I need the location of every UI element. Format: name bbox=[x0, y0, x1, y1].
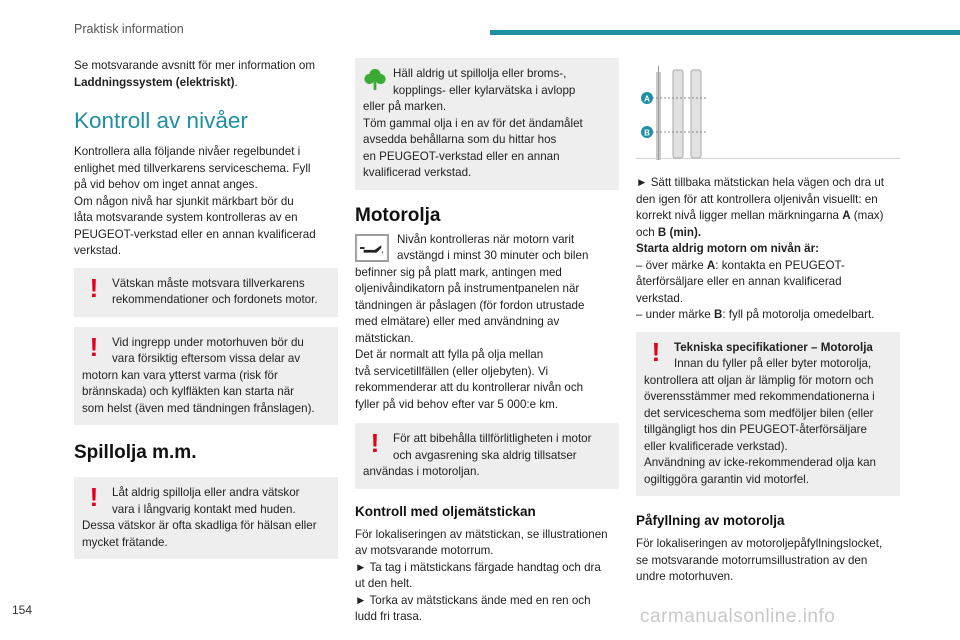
intro-text: Se motsvarande avsnitt för mer information om Laddningssystem (elektriskt). bbox=[74, 59, 315, 89]
marker-b-label: B bbox=[644, 128, 650, 138]
marker-a-label: A bbox=[644, 94, 650, 104]
oil-can-icon bbox=[355, 234, 389, 262]
watermark: carmanualsonline.info bbox=[640, 606, 836, 627]
warning-box-fluids: ! Vätskan måste motsvara tillverkarens rekommendationer och fordonets motor. bbox=[74, 268, 338, 317]
levels-paragraph: Kontrollera alla följande nivåer regelbundet i enlighet med tillverkarens serviceschema. Fyll på vid behov om inget annat anges. Om någon nivå har sjunkit märkbart bör du låta motsvarande system kontrolleras av en PEUGEOT-verkstad eller en annan kvalificerad verkstad. bbox=[74, 145, 316, 257]
tree-environment-icon bbox=[363, 67, 387, 91]
warning-box-skin-contact: ! Låt aldrig spillolja eller andra vätskor vara i långvarig kontakt med huden. Dessa vätskor är ofta skadliga för hälsan eller mycket frätande. bbox=[74, 477, 338, 559]
heading-kontroll-med-oljematstickan: Kontroll med oljemätstickan bbox=[355, 503, 536, 519]
dipstick-illustration bbox=[636, 58, 900, 159]
environment-box: Häll aldrig ut spillolja eller broms-, kopplings- eller kylarvätska i avlopp eller på marken. Töm gammal olja i en av för det ändamålet avsedda behållarna som du hittar hos en PEUGEOT-verkstad eller en annan kvalificerad verkstad. bbox=[355, 58, 619, 190]
warning-exclamation-icon: ! bbox=[370, 428, 380, 458]
warning-exclamation-icon: ! bbox=[651, 336, 661, 367]
oil-filler-paragraph: För lokaliseringen av motoroljepåfyllningslocket, se motsvarande motorrumsillustration av den undre motorhuven. bbox=[636, 537, 883, 583]
heading-motorolja: Motorolja bbox=[355, 204, 441, 226]
column-2 bbox=[355, 58, 619, 626]
dipstick-paragraph: För lokaliseringen av mätstickan, se illustrationen av motsvarande motorrum. ► Ta tag i mätstickans färgade handtag och dra ut den helt. ► Torka av mätstickans ände med en ren och ludd fri trasa. bbox=[355, 527, 608, 623]
running-header: Praktisk information bbox=[74, 22, 184, 36]
heading-pafyllning-av-motorolja: Påfyllning av motorolja bbox=[636, 513, 785, 528]
warning-exclamation-icon: ! bbox=[89, 331, 99, 362]
column-3 bbox=[636, 58, 900, 586]
header-accent-bar bbox=[490, 30, 960, 35]
tech-spec-box: ! Tekniska specifikationer – Motorolja Innan du fyller på eller byter motorolja, kontrollera att oljan är lämplig för motorn och överensstämmer med rekommendationerna i det serviceschema som medföljer bilen (eller tillgängligt hos din PEUGEOT-återförsäljare eller kvalificerade verkstad). Användning av icke-rekommenderad olja kan ogiltiggöra garantin vid motorfel. bbox=[636, 332, 900, 497]
warning-exclamation-icon: ! bbox=[89, 482, 99, 512]
dipstick-graphic bbox=[636, 66, 756, 162]
page-number: 154 bbox=[12, 603, 33, 617]
dipstick-reinsert-paragraph: ► Sätt tillbaka mätstickan hela vägen och dra ut den igen för att kontrollera oljenivån visuellt: en korrekt nivå ligger mellan märkningarna A (max) och B (min). Starta aldrig motorn om nivån är: – över märke A: kontakta en PEUGEOT- återförsäljare eller en annan kvalificerad verkstad. – under märke B: fyll på motorolja omedelbart. bbox=[636, 176, 884, 321]
column-1 bbox=[74, 58, 338, 559]
intro-link-text: Laddningssystem (elektriskt) bbox=[74, 75, 235, 89]
heading-kontroll-av-nivaer: Kontroll av nivåer bbox=[74, 108, 248, 133]
oil-level-paragraph: Nivån kontrolleras när motorn varit avstängd i minst 30 minuter och bilen befinner sig på platt mark, antingen med oljenivåindikatorn på instrumentpanelen när tändningen är påslagen (för fordon utrustade med elmätare) eller med användning av mätstickan. Det är normalt att fylla på olja mellan två servicetillfällen (eller oljebyten). Vi rekommenderar att du kontrollerar nivån och fyller på vid behov efter var 5 000:e km. bbox=[355, 232, 589, 411]
warning-box-additives: ! För att bibehålla tillförlitligheten i motor och avgasrening ska aldrig tillsatser användas i motoroljan. bbox=[355, 423, 619, 489]
warning-box-engine-hot: ! Vid ingrepp under motorhuven bör du vara försiktig eftersom vissa delar av motorn kan vara ytterst varma (risk för brännskada) och kylfläkten kan starta när som helst (även med tändningen frånslagen). bbox=[74, 327, 338, 426]
warning-exclamation-icon: ! bbox=[89, 272, 99, 303]
heading-spillolja: Spillolja m.m. bbox=[74, 442, 197, 463]
